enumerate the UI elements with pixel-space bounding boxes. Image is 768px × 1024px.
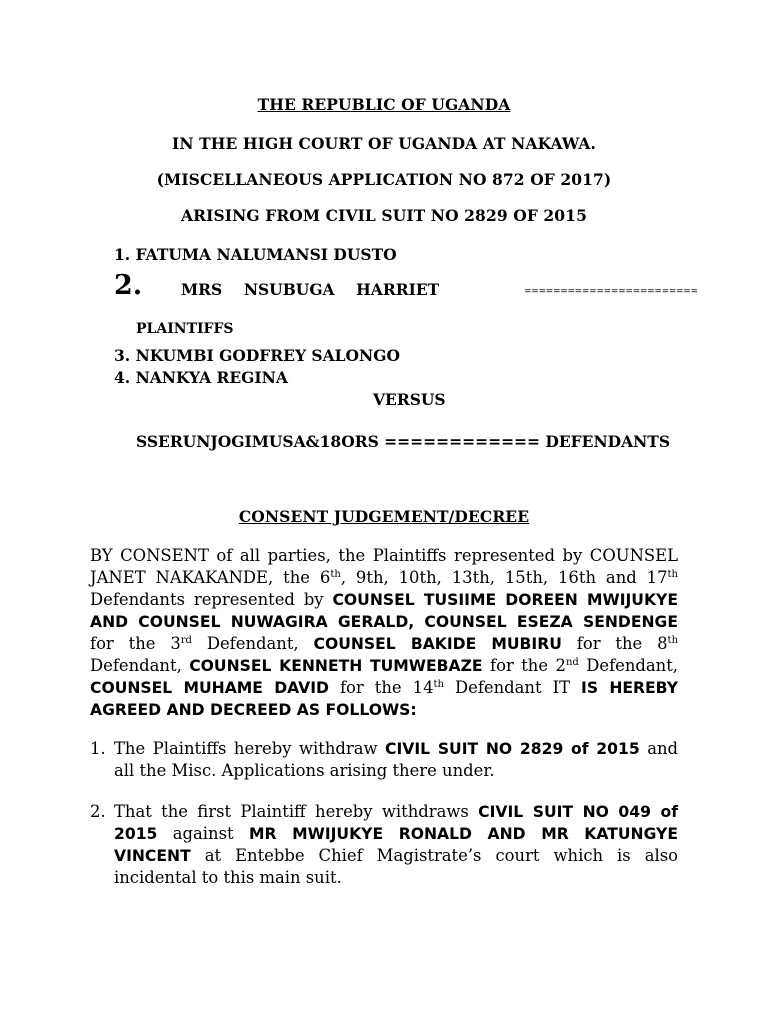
party-4: 4. NANKYA REGINA — [114, 368, 288, 387]
versus-label: VERSUS — [373, 390, 446, 409]
list-item-number: 2. — [90, 802, 106, 821]
body-text: against — [157, 824, 249, 843]
body-text: The Plaintiffs hereby withdraw — [114, 739, 386, 758]
party-2-num: 2. — [114, 270, 143, 301]
body-text: BY CONSENT of all parties, the Plaintiffs represented by COUNSEL JANET NAKAKANDE, the 6 — [90, 546, 678, 587]
heading-court: IN THE HIGH COURT OF UGANDA AT NAKAWA. — [171, 134, 597, 153]
body-text: Defendant, — [191, 634, 314, 653]
body-text: and all the Misc. Applications arising there under. — [114, 739, 679, 780]
list-item — [90, 801, 678, 889]
body-text: That the first Plaintiff hereby withdraws — [114, 802, 479, 821]
body-text: at Entebbe Chief Magistrate’s court which is also incidental to this main suit. — [114, 846, 678, 887]
party-names: MR MWIJUKYE RONALD AND MR KATUNGYE VINCENT — [114, 825, 678, 865]
body-text: for the 8 — [561, 634, 668, 653]
superscript: rd — [180, 635, 192, 646]
body-text: Defendant, — [90, 656, 190, 675]
decree-clause: IS HEREBY AGREED AND DECREED AS FOLLOWS: — [90, 679, 679, 719]
party-2-separator: ======================== — [524, 287, 698, 297]
body-text: for the 2 — [482, 656, 566, 675]
heading-application: (MISCELLANEOUS APPLICATION NO 872 OF 2017) — [156, 170, 612, 189]
body-text: for the 14 — [328, 678, 434, 697]
counsel-names: COUNSEL MUHAME DAVID — [90, 679, 329, 697]
party-3: 3. NKUMBI GODFREY SALONGO — [114, 346, 400, 365]
list-item — [90, 738, 679, 782]
suit-reference: CIVIL SUIT NO 049 of 2015 — [114, 803, 678, 843]
counsel-names: COUNSEL KENNETH TUMWEBAZE — [189, 657, 483, 675]
counsel-names: COUNSEL BAKIDE MUBIRU — [313, 635, 562, 653]
superscript: nd — [565, 657, 579, 668]
suit-reference: CIVIL SUIT NO 2829 of 2015 — [385, 740, 640, 758]
heading-arising: ARISING FROM CIVIL SUIT NO 2829 OF 2015 — [181, 206, 587, 225]
body-text: Defendant IT — [443, 678, 582, 697]
superscript: th — [433, 679, 444, 690]
plaintiffs-label: PLAINTIFFS — [136, 321, 234, 337]
superscript: th — [667, 635, 679, 646]
party-1: 1. FATUMA NALUMANSI DUSTO — [114, 245, 397, 264]
superscript: th — [330, 569, 341, 580]
body-text: Defendant, — [578, 656, 679, 675]
body-text: Defendants represented by — [90, 590, 333, 609]
counsel-names: COUNSEL TUSIIME DOREEN MWIJUKYE AND COUNSEL NUWAGIRA GERALD, COUNSEL ESEZA SENDENGE — [90, 591, 678, 631]
body-text: , 9th, 10th, 13th, 15th, 16th and 17 — [340, 568, 668, 587]
superscript: th — [667, 569, 678, 580]
document-title: CONSENT JUDGEMENT/DECREE — [238, 507, 530, 526]
party-2-number — [114, 270, 142, 301]
consent-paragraph — [90, 545, 678, 721]
body-text: for the 3 — [90, 634, 181, 653]
defendants-line: SSERUNJOGIMUSA&18ORS ============ DEFENDANTS — [136, 432, 671, 451]
list-item-number: 1. — [90, 739, 106, 758]
heading-republic: THE REPUBLIC OF UGANDA — [257, 95, 511, 114]
party-2-name: MRS NSUBUGA HARRIET — [181, 280, 440, 299]
